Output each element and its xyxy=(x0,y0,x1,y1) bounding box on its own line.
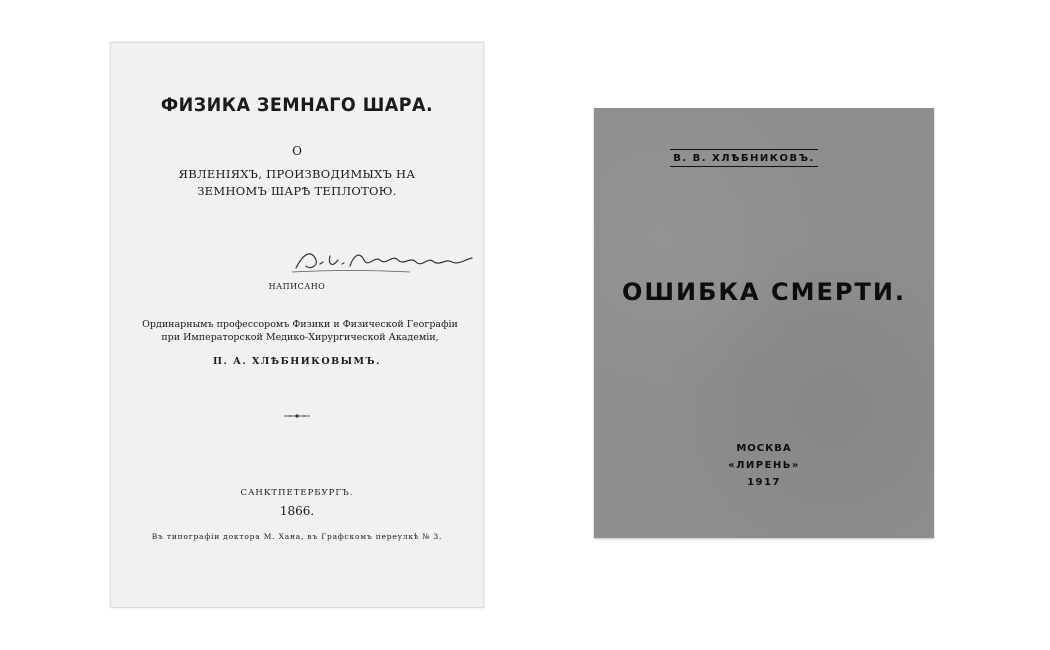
printer-line: Въ типографіи доктора М. Хана, въ Графскомъ переулкѣ № 3. xyxy=(151,532,443,541)
cover-title: ОШИБКА СМЕРТИ. xyxy=(621,278,907,306)
cover-author: В. В. ХЛѢБНИКОВЪ. xyxy=(673,153,815,164)
title-page-left xyxy=(110,42,484,608)
cover-author-box xyxy=(670,149,818,167)
cover-year: 1917 xyxy=(747,477,781,488)
author-name: П. А. ХЛѢБНИКОВЫМЪ. xyxy=(213,356,381,367)
cover-publisher: «ЛИРЕНЬ» xyxy=(728,460,800,471)
publication-city: САНКТПЕТЕРБУРГЪ. xyxy=(240,488,354,498)
book-cover-right xyxy=(594,108,934,538)
cover-city: МОСКВА xyxy=(736,443,792,454)
ornament-divider xyxy=(283,413,311,419)
written-by-label: НАПИСАНО xyxy=(268,282,326,291)
publication-year: 1866. xyxy=(279,504,315,518)
book-subtitle: ЯВЛЕНІЯХЪ, ПРОИЗВОДИМЫХЪ НА ЗЕМНОМЪ ШАРѢ ТЕПЛОТОЮ. xyxy=(178,167,416,198)
book-title: ФИЗИКА ЗЕМНАГО ШАРА. xyxy=(160,94,434,116)
book-conjunction: О xyxy=(292,144,302,158)
handwritten-signature xyxy=(290,246,480,276)
author-description: Ординарнымъ профессоромъ Физики и Физической Географіи при Императорской Медико-Хирургической Академіи, xyxy=(142,319,458,343)
